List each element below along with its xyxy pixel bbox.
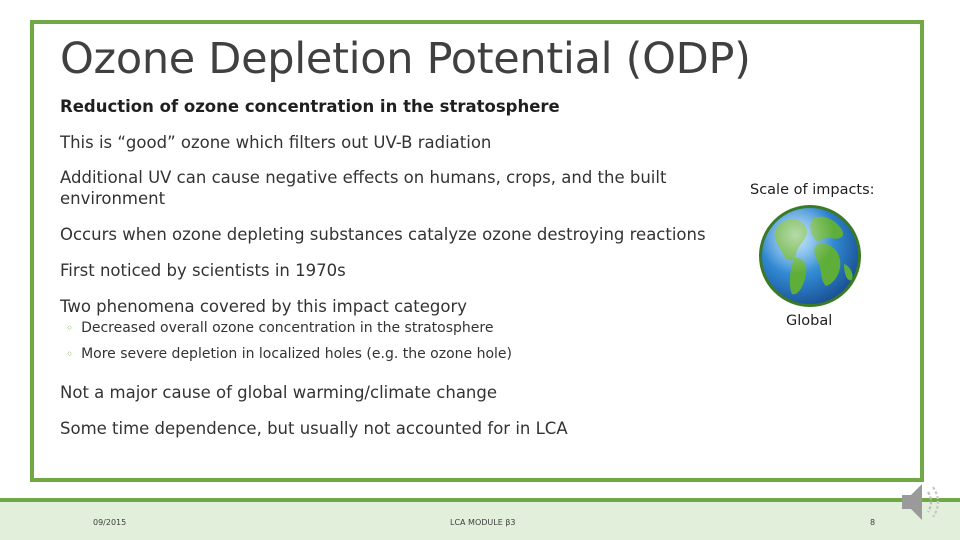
bullet-paragraph-2: This is “good” ozone which filters out UV-B radiation	[60, 133, 492, 152]
sub-bullet-text: More severe depletion in localized holes (e.g. the ozone hole)	[81, 346, 512, 362]
footer-page-number: 8	[870, 518, 876, 527]
scale-of-impacts-label: Scale of impacts:	[750, 182, 875, 198]
sub-bullet-1	[66, 320, 493, 336]
bullet-paragraph-3: Additional UV can cause negative effects on humans, crops, and the built environment	[60, 168, 667, 208]
bullet-paragraph-7: Not a major cause of global warming/climate change	[60, 383, 498, 402]
global-scale-label: Global	[786, 313, 833, 329]
sub-bullet-marker: ◦	[66, 321, 74, 335]
bullet-paragraph-4: Occurs when ozone depleting substances catalyze ozone destroying reactions	[60, 225, 706, 244]
speaker-icon[interactable]	[898, 478, 948, 526]
footer-module: LCA MODULE β3	[450, 518, 516, 527]
sub-bullet-text: Decreased overall ozone concentration in the stratosphere	[81, 320, 494, 336]
bullet-paragraph-5: First noticed by scientists in 1970s	[60, 261, 346, 280]
bullet-paragraph-1: Reduction of ozone concentration in the stratosphere	[60, 97, 560, 116]
slide-title: Ozone Depletion Potential (ODP)	[60, 34, 751, 84]
sub-bullet-2	[66, 346, 512, 362]
bullet-paragraph-8: Some time dependence, but usually not accounted for in LCA	[60, 419, 568, 438]
bullet-paragraph-6: Two phenomena covered by this impact category	[60, 297, 468, 316]
globe-icon	[758, 204, 862, 308]
footer-date: 09/2015	[93, 518, 127, 527]
sub-bullet-marker: ◦	[66, 347, 74, 361]
